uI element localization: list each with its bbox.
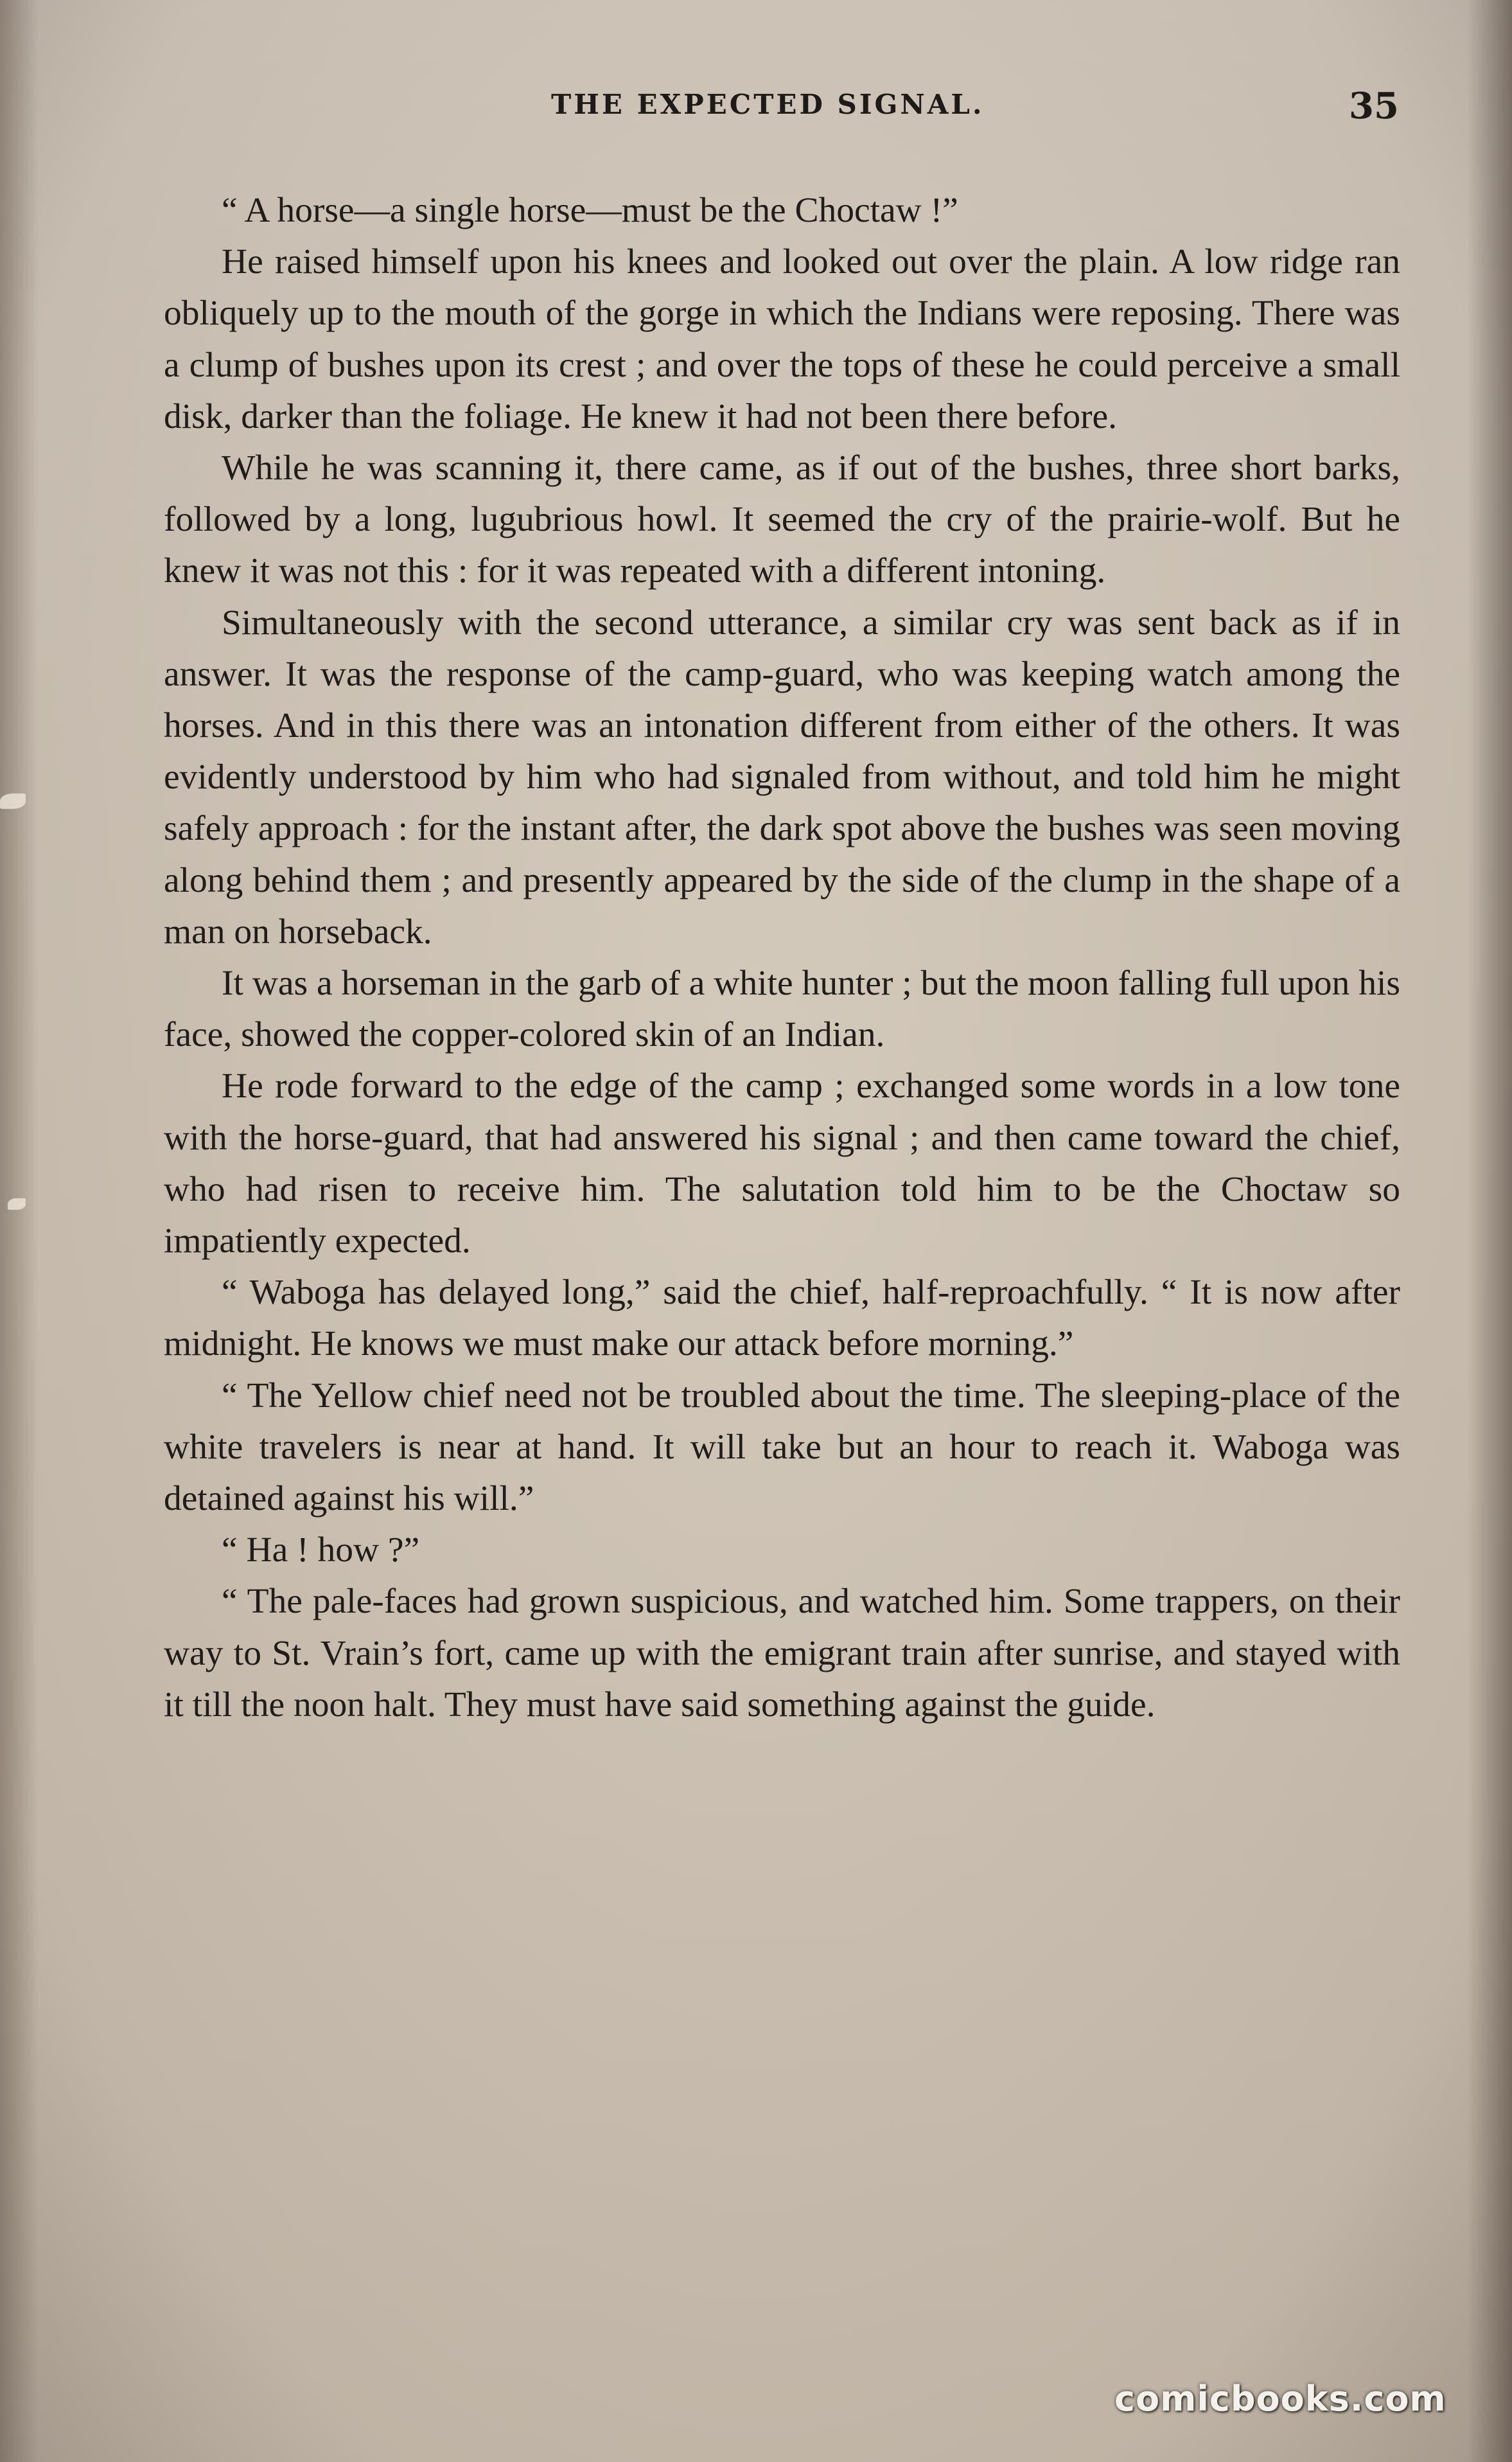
running-head-title: THE EXPECTED SIGNAL. <box>551 89 985 120</box>
paragraph: “ The pale-faces had grown suspicious, and watched him. Some trappers, on their way to St. Vrain’s fort, came up with the emigrant train after sunrise, and stayed with it till the noon halt. They must have said something against the guide. <box>164 1582 1400 1724</box>
watermark-logo: comicbooks.com <box>1114 2378 1446 2419</box>
paragraph: He rode forward to the edge of the camp ; exchanged some words in a low tone with the horse-guard, that had answered his signal ; and then came toward the chief, who had risen to receive him. The salutation told him to be the Choctaw so impatiently expected. <box>164 1067 1400 1261</box>
paragraph: “ A horse—a single horse—must be the Choctaw !” <box>222 191 958 230</box>
page-tear-mark <box>8 1198 26 1210</box>
paragraph: “ Ha ! how ?” <box>222 1530 420 1570</box>
paragraph: He raised himself upon his knees and looked out over the plain. A low ridge ran obliquely up to the mouth of the gorge in which the Indians were reposing. There was a clump of bushes upon its crest ; and over the tops of these he could perceive a small disk, darker than the foliage. He knew it had not been there before. <box>164 242 1400 436</box>
page-number: 35 <box>1349 85 1399 127</box>
page-tear-mark <box>0 793 26 809</box>
running-head <box>0 85 1512 140</box>
paragraph: While he was scanning it, there came, as if out of the bushes, three short barks, followed by a long, lugubrious howl. It seemed the cry of the prairie-wolf. But he knew it was not this : for it was repeated with a different intoning. <box>164 448 1400 591</box>
paragraph: Simultaneously with the second utterance, a similar cry was sent back as if in answer. It was the response of the camp-guard, who was keeping watch among the horses. And in this there was an intonation different from either of the others. It was evidently understood by him who had signaled from without, and told him he might safely approach : for the instant after, the dark spot above the bushes was seen moving along behind them ; and presently appeared by the side of the clump in the shape of a man on horseback. <box>164 603 1400 952</box>
page-shadow-left <box>0 0 39 2462</box>
body-text <box>164 185 1400 1731</box>
paragraph: “ The Yellow chief need not be troubled about the time. The sleeping-place of the white travelers is near at hand. It will take but an hour to reach it. Waboga was detained against his will.” <box>164 1376 1400 1519</box>
paragraph: “ Waboga has delayed long,” said the chief, half-reproachfully. “ It is now after midnight. He knows we must make our attack before morning.” <box>164 1273 1400 1364</box>
paragraph: It was a horseman in the garb of a white hunter ; but the moon falling full upon his face, showed the copper-colored skin of an Indian. <box>164 964 1400 1055</box>
page-shadow-right <box>1467 0 1512 2462</box>
